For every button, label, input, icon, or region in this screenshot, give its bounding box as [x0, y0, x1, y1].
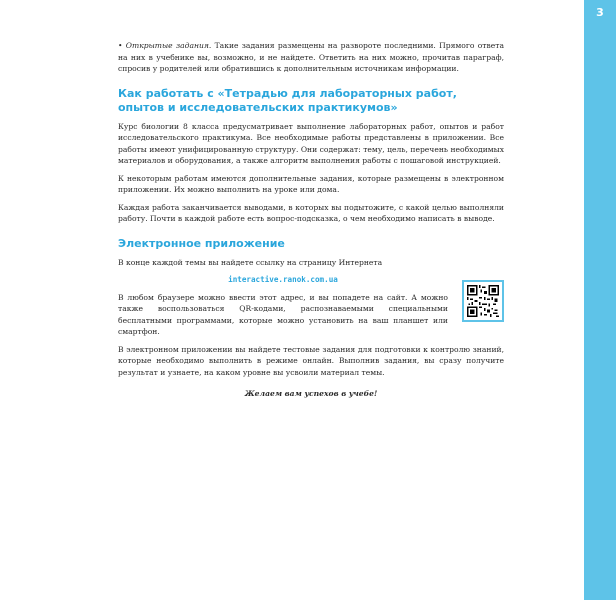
section-heading-workbook: Как работать с «Тетрадью для лабораторных работ, опытов и исследовательских практикумов» [118, 86, 457, 114]
closing-wish: Желаем вам успехов в учебе! [244, 389, 378, 398]
intro-bullet-paragraph [118, 40, 504, 75]
page-content [118, 40, 504, 406]
qr-code[interactable] [462, 280, 504, 322]
qr-code-icon [467, 285, 499, 317]
bullet-marker: • [118, 41, 123, 50]
workbook-paragraph-3: Каждая работа заканчивается выводами, в которых вы подытожите, с какой целью выполняли работу. Почти в каждой работе есть вопрос-подсказка, о чем необходимо написать в выводе. [118, 202, 504, 223]
bullet-term: Открытые задания. [125, 41, 212, 50]
workbook-paragraph-2: К некоторым работам имеются дополнительные задания, которые размещены в электронном приложении. Их можно выполнить на уроке или дома. [118, 173, 504, 194]
page-number: 3 [596, 6, 604, 19]
section-heading-e-app: Электронное приложение [118, 236, 285, 250]
workbook-paragraph-1: Курс биологии 8 класса предусматривает выполнение лабораторных работ, опытов и работ исследовательского практикума. Все необходимые работы представлены в приложении. Все работы имеют унифицированную структуру. Они содержат: тему, цель, перечень необходимых материалов и оборудования, а также алгоритм выполнения работы с пошаговой инструкцией. [118, 121, 504, 165]
bullet-text: Такие задания размещены на развороте последними. Прямого ответа на них в учебнике вы, возможно, и не найдете. Ответить на них можно, прочитав параграф, спросив у родителей или обратившись к дополнительным источникам информации. [118, 41, 504, 73]
e-app-paragraph: В электронном приложении вы найдете тестовые задания для подготовки к контролю знаний, которые необходимо выполнить в режиме онлайн. Выполнив задания, вы сразу получите результат и узнаете, на каком уровне вы усвоили материал темы. [118, 344, 504, 377]
site-url-link[interactable]: interactive.ranok.com.ua [228, 275, 338, 284]
book-page [92, 0, 604, 600]
side-stripe [584, 0, 616, 600]
link-intro-paragraph: В конце каждой темы вы найдете ссылку на страницу Интернета [118, 257, 383, 267]
browser-paragraph: В любом браузере можно ввести этот адрес, и вы попадете на сайт. А можно также воспользоваться QR-кодами, распознаваемыми специальными бесплатными программами, которые можно установить на ваш планшет или смартфон. [118, 292, 448, 336]
